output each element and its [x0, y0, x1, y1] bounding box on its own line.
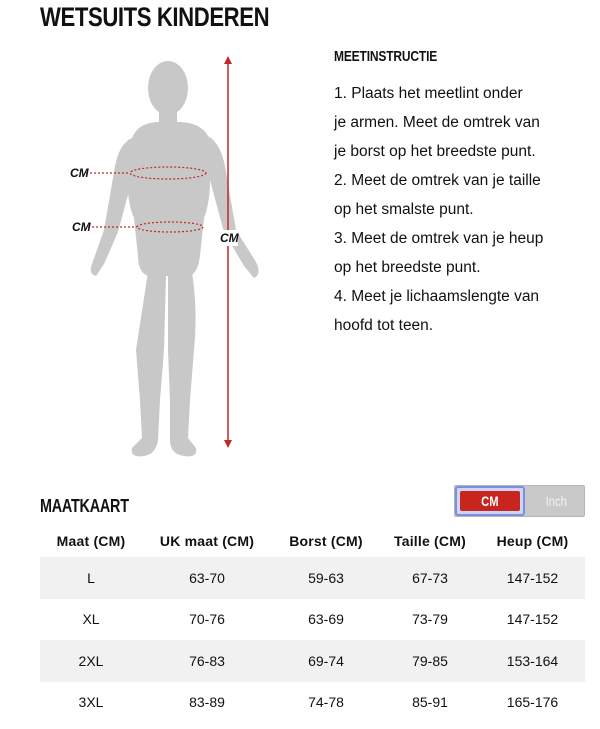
table-row	[40, 682, 585, 724]
table-cell: 147-152	[480, 557, 585, 599]
unit-toggle-cm-active	[460, 491, 520, 511]
unit-toggle-inch-label: Inch	[545, 493, 567, 509]
table-cell: 59-63	[272, 557, 380, 599]
instruction-line: op het smalste punt.	[334, 201, 474, 218]
table-cell: 76-83	[142, 640, 272, 682]
table-cell: 165-176	[506, 694, 559, 711]
height-cm-label: CM	[220, 231, 239, 245]
table-row	[40, 557, 585, 599]
table-cell: 73-79	[412, 611, 448, 628]
page-title: WETSUITS KINDEREN	[40, 2, 270, 32]
unit-toggle[interactable]	[454, 485, 585, 517]
table-cell: XL	[82, 611, 100, 628]
height-measure-line	[218, 56, 238, 448]
table-cell: 147-152	[506, 611, 559, 628]
instruction-line: je borst op het breedste punt.	[334, 143, 536, 160]
instruction-line: 3. Meet de omtrek van je heup	[334, 230, 544, 247]
instructions-title: MEETINSTRUCTIE	[334, 48, 438, 65]
table-cell: 79-85	[380, 640, 480, 682]
size-table-header-row	[40, 525, 585, 557]
table-cell: 74-78	[308, 694, 344, 711]
unit-toggle-cm-label: CM	[481, 493, 499, 509]
table-cell: 63-69	[308, 611, 344, 628]
instruction-line: je armen. Meet de omtrek van	[334, 114, 540, 131]
body-silhouette-illustration	[60, 50, 300, 470]
instruction-line: hoofd tot teen.	[334, 317, 434, 334]
column-header-uk-size: UK maat (CM)	[159, 533, 255, 549]
table-row	[40, 599, 585, 641]
table-cell: 83-89	[189, 694, 225, 711]
size-chart-title: MAATKAART	[40, 496, 129, 516]
instruction-line: 2. Meet de omtrek van je taille	[334, 172, 541, 189]
size-table	[40, 525, 585, 723]
column-header-size: Maat (CM)	[56, 533, 126, 549]
table-cell: 2XL	[40, 640, 142, 682]
unit-toggle-cm-button[interactable]	[455, 486, 525, 516]
table-cell: 63-70	[142, 557, 272, 599]
chest-cm-label: CM	[70, 166, 89, 180]
measurement-instructions	[334, 48, 594, 340]
instruction-line: 1. Plaats het meetlint onder	[334, 85, 523, 102]
table-cell: L	[40, 557, 142, 599]
table-cell: 85-91	[412, 694, 448, 711]
instruction-line: 4. Meet je lichaamslengte van	[334, 288, 540, 305]
unit-toggle-inch-button[interactable]	[527, 486, 585, 516]
column-header-waist: Taille (CM)	[394, 533, 466, 549]
table-cell: 70-76	[189, 611, 225, 628]
table-cell: 69-74	[272, 640, 380, 682]
table-row	[40, 640, 585, 682]
body-silhouette	[91, 61, 259, 456]
table-cell: 3XL	[78, 694, 104, 711]
table-cell: 67-73	[380, 557, 480, 599]
instruction-line: op het breedste punt.	[334, 259, 481, 276]
column-header-hip: Heup (CM)	[496, 533, 569, 549]
waist-cm-label: CM	[72, 220, 91, 234]
body-measurement-figure	[60, 50, 300, 470]
column-header-chest: Borst (CM)	[289, 533, 363, 549]
table-cell: 153-164	[480, 640, 585, 682]
